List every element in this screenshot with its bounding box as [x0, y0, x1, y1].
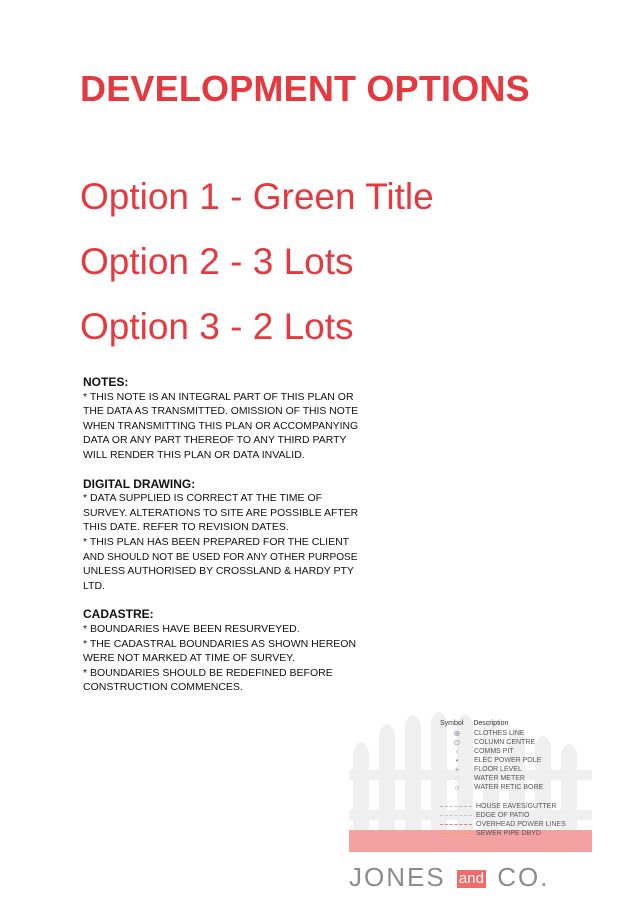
notes-heading: NOTES: [83, 375, 129, 389]
digital-drawing-line: UNLESS AUTHORISED BY CROSSLAND & HARDY PTY [83, 565, 354, 578]
water-bore-icon: ○ [454, 783, 460, 792]
column-centre-icon: ⊙ [453, 738, 461, 747]
legend-description-header: Description [473, 720, 509, 727]
notes-section [83, 375, 358, 463]
logo-and: and [458, 870, 484, 887]
digital-drawing-line: LTD. [83, 579, 105, 592]
cadastre-line: * BOUNDARIES HAVE BEEN RESURVEYED. [83, 622, 300, 635]
legend-item-house-eaves: HOUSE EAVES/GUTTER [440, 802, 600, 811]
legend-item-water-meter: ◌ WATER METER [440, 774, 600, 783]
comms-pit-icon: ◦ [455, 747, 459, 756]
logo-jones: JONES [349, 862, 446, 892]
water-meter-icon: ◌ [454, 774, 460, 783]
logo-co: CO. [497, 862, 550, 892]
digital-drawing-line: AND SHOULD NOT BE USED FOR ANY OTHER PURPOSE [83, 550, 358, 563]
notes-line: DATA OR ANY PART THEREOF TO ANY THIRD PARTY [83, 434, 347, 447]
legend-item-comms-pit: ◦ COMMS PIT [440, 747, 600, 756]
option-2: Option 2 - 3 Lots [80, 241, 354, 282]
cadastre-line: WERE NOT MARKED AT TIME OF SURVEY. [83, 652, 295, 665]
option-1: Option 1 - Green Title [80, 176, 434, 217]
dashed-line-symbol [440, 815, 472, 816]
legend-item-water-bore: ○ WATER RETIC BORE [440, 783, 600, 792]
notes-line: THE DATA AS TRANSMITTED. OMISSION OF THIS NOTE [83, 405, 359, 418]
option-3: Option 3 - 2 Lots [80, 306, 354, 347]
digital-drawing-heading: DIGITAL DRAWING: [83, 476, 196, 491]
digital-drawing-line: * THIS PLAN HAS BEEN PREPARED FOR THE CLIENT [83, 535, 350, 548]
legend-item-edge-of-patio: EDGE OF PATIO [440, 811, 600, 820]
notes-block [83, 375, 358, 709]
options-list [80, 164, 434, 359]
clothes-line-icon: ⊕ [453, 729, 461, 738]
page-title: DEVELOPMENT OPTIONS [80, 68, 530, 109]
map-legend [440, 719, 600, 838]
cadastre-line: CONSTRUCTION COMMENCES. [83, 681, 243, 694]
notes-line: WHEN TRANSMITTING THIS PLAN OR ACCOMPANYING [83, 419, 359, 432]
cadastre-line: * THE CADASTRAL BOUNDARIES AS SHOWN HEREON [83, 637, 357, 650]
floor-level-icon: + [454, 765, 460, 774]
cadastre-heading: CADASTRE: [83, 607, 154, 622]
dashed-line-symbol [440, 806, 472, 807]
legend-item-column-centre: ⊙ COLUMN CENTRE [440, 738, 600, 747]
dashed-line-symbol [440, 824, 472, 825]
cadastre-section [83, 607, 358, 695]
digital-drawing-line: * DATA SUPPLIED IS CORRECT AT THE TIME OF [83, 492, 323, 505]
legend-item-power-pole: • ELEC POWER POLE [440, 756, 600, 765]
notes-line: WILL RENDER THIS PLAN OR DATA INVALID. [83, 448, 305, 461]
legend-item-power-lines: OVERHEAD POWER LINES [440, 820, 600, 829]
legend-item-floor-level: + FLOOR LEVEL [440, 765, 600, 774]
legend-item-sewer-pipe: SEWER PIPE DBYD [440, 829, 600, 838]
digital-drawing-line: THIS DATE. REFER TO REVISION DATES. [83, 521, 289, 534]
legend-symbol-header: Symbol [440, 720, 464, 727]
company-logo [349, 862, 589, 893]
notes-line: * THIS NOTE IS AN INTEGRAL PART OF THIS PLAN OR [83, 390, 354, 403]
dashed-line-symbol [440, 833, 472, 834]
digital-drawing-section [83, 477, 358, 594]
cadastre-line: * BOUNDARIES SHOULD BE REDEFINED BEFORE [83, 666, 333, 679]
power-pole-icon: • [455, 756, 459, 765]
digital-drawing-line: SURVEY. ALTERATIONS TO SITE ARE POSSIBLE AFTER [83, 506, 359, 519]
legend-item-clothes-line: ⊕ CLOTHES LINE [440, 729, 600, 738]
